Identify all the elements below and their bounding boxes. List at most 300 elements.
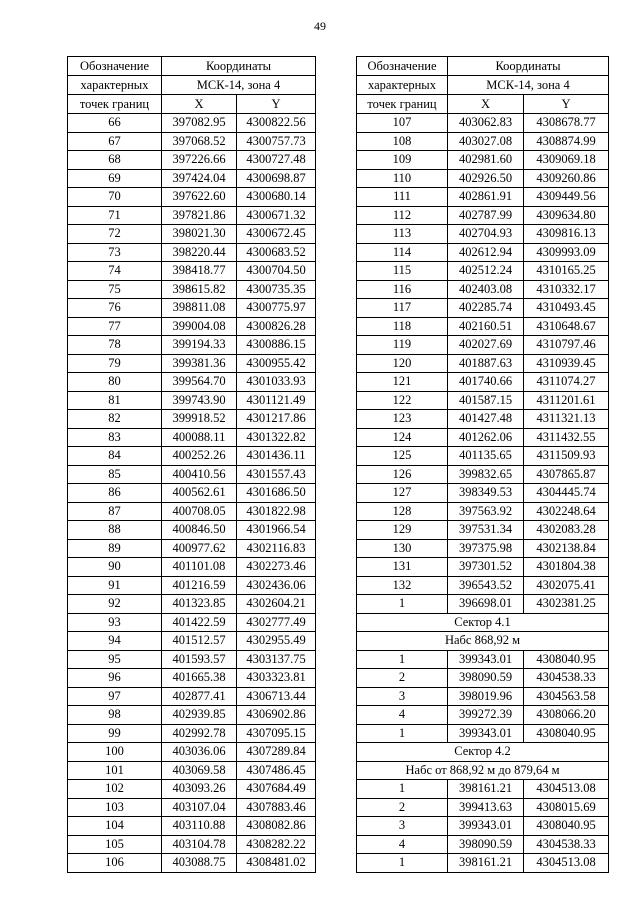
- point-id: 91: [68, 576, 162, 595]
- y-value: 4304538.33: [524, 835, 609, 854]
- x-value: 397531.34: [448, 521, 524, 540]
- y-value: 4300698.87: [237, 169, 316, 188]
- header-coordinates: Координаты: [162, 57, 316, 76]
- x-value: 399004.08: [162, 317, 237, 336]
- table-row: [68, 114, 316, 133]
- table-row: [357, 336, 609, 355]
- table-row: [357, 724, 609, 743]
- table-row: [357, 539, 609, 558]
- header-x: X: [162, 95, 237, 114]
- point-id: 3: [357, 817, 448, 836]
- table-row: [68, 521, 316, 540]
- y-value: 4301804.38: [524, 558, 609, 577]
- point-id: 79: [68, 354, 162, 373]
- header-designation: точек границ: [68, 95, 162, 114]
- x-value: 399918.52: [162, 410, 237, 429]
- point-id: 104: [68, 817, 162, 836]
- header-y: Y: [237, 95, 316, 114]
- y-value: 4300680.14: [237, 188, 316, 207]
- x-value: 401740.66: [448, 373, 524, 392]
- x-value: 401262.06: [448, 428, 524, 447]
- table-row: [68, 447, 316, 466]
- sector-title: Сектор 4.2: [357, 743, 609, 762]
- y-value: 4308282.22: [237, 835, 316, 854]
- point-id: 124: [357, 428, 448, 447]
- table-row: [68, 373, 316, 392]
- x-value: 397068.52: [162, 132, 237, 151]
- y-value: 4304563.58: [524, 687, 609, 706]
- table-row: [68, 576, 316, 595]
- x-value: 402861.91: [448, 188, 524, 207]
- x-value: 402981.60: [448, 151, 524, 170]
- point-id: 96: [68, 669, 162, 688]
- y-value: 4300735.35: [237, 280, 316, 299]
- point-id: 106: [68, 854, 162, 873]
- point-id: 100: [68, 743, 162, 762]
- table-row: [357, 835, 609, 854]
- y-value: 4310493.45: [524, 299, 609, 318]
- table-row: [68, 817, 316, 836]
- table-row: [357, 447, 609, 466]
- point-id: 1: [357, 650, 448, 669]
- x-value: 399343.01: [448, 724, 524, 743]
- y-value: 4301557.43: [237, 465, 316, 484]
- table-row: [68, 410, 316, 429]
- y-value: 4300672.45: [237, 225, 316, 244]
- point-id: 88: [68, 521, 162, 540]
- y-value: 4300886.15: [237, 336, 316, 355]
- point-id: 122: [357, 391, 448, 410]
- x-value: 401587.15: [448, 391, 524, 410]
- point-id: 132: [357, 576, 448, 595]
- x-value: 396543.52: [448, 576, 524, 595]
- x-value: 397082.95: [162, 114, 237, 133]
- x-value: 402704.93: [448, 225, 524, 244]
- y-value: 4301966.54: [237, 521, 316, 540]
- point-id: 97: [68, 687, 162, 706]
- point-id: 114: [357, 243, 448, 262]
- point-id: 71: [68, 206, 162, 225]
- table-row: [68, 502, 316, 521]
- table-row: [357, 243, 609, 262]
- x-value: 401427.48: [448, 410, 524, 429]
- x-value: 398811.08: [162, 299, 237, 318]
- y-value: 4307486.45: [237, 761, 316, 780]
- x-value: 398161.21: [448, 854, 524, 873]
- point-id: 101: [68, 761, 162, 780]
- table-row: [68, 706, 316, 725]
- table-row: [68, 669, 316, 688]
- table-row: [68, 539, 316, 558]
- header-designation: характерных: [68, 76, 162, 95]
- point-id: 118: [357, 317, 448, 336]
- point-id: 69: [68, 169, 162, 188]
- point-id: 130: [357, 539, 448, 558]
- point-id: 81: [68, 391, 162, 410]
- x-value: 398418.77: [162, 262, 237, 281]
- y-value: 4300671.32: [237, 206, 316, 225]
- y-value: 4308678.77: [524, 114, 609, 133]
- y-value: 4306713.44: [237, 687, 316, 706]
- point-id: 94: [68, 632, 162, 651]
- point-id: 131: [357, 558, 448, 577]
- point-id: 89: [68, 539, 162, 558]
- point-id: 87: [68, 502, 162, 521]
- x-value: 401887.63: [448, 354, 524, 373]
- point-id: 83: [68, 428, 162, 447]
- point-id: 112: [357, 206, 448, 225]
- table-row: [357, 521, 609, 540]
- table-row: [357, 595, 609, 614]
- x-value: 402939.85: [162, 706, 237, 725]
- table-row: [68, 225, 316, 244]
- table-row: [68, 724, 316, 743]
- table-row: [357, 132, 609, 151]
- y-value: 4309816.13: [524, 225, 609, 244]
- x-value: 399743.90: [162, 391, 237, 410]
- y-value: 4301121.49: [237, 391, 316, 410]
- table-row: [357, 410, 609, 429]
- table-row: [357, 262, 609, 281]
- x-value: 402285.74: [448, 299, 524, 318]
- x-value: 399272.39: [448, 706, 524, 725]
- sector-row: [357, 632, 609, 651]
- x-value: 399381.36: [162, 354, 237, 373]
- x-value: 403104.78: [162, 835, 237, 854]
- point-id: 113: [357, 225, 448, 244]
- point-id: 4: [357, 835, 448, 854]
- y-value: 4311074.27: [524, 373, 609, 392]
- y-value: 4307684.49: [237, 780, 316, 799]
- point-id: 73: [68, 243, 162, 262]
- x-value: 398220.44: [162, 243, 237, 262]
- y-value: 4303323.81: [237, 669, 316, 688]
- y-value: 4310648.67: [524, 317, 609, 336]
- point-id: 76: [68, 299, 162, 318]
- table-row: [357, 151, 609, 170]
- table-row: [68, 132, 316, 151]
- y-value: 4300775.97: [237, 299, 316, 318]
- table-row: [68, 262, 316, 281]
- table-row: [68, 428, 316, 447]
- point-id: 108: [357, 132, 448, 151]
- point-id: 84: [68, 447, 162, 466]
- y-value: 4308481.02: [237, 854, 316, 873]
- y-value: 4300955.42: [237, 354, 316, 373]
- y-value: 4300704.50: [237, 262, 316, 281]
- x-value: 397301.52: [448, 558, 524, 577]
- x-value: 401216.59: [162, 576, 237, 595]
- table-row: [68, 317, 316, 336]
- y-value: 4303137.75: [237, 650, 316, 669]
- x-value: 400977.62: [162, 539, 237, 558]
- y-value: 4300683.52: [237, 243, 316, 262]
- x-value: 403110.88: [162, 817, 237, 836]
- x-value: 401593.57: [162, 650, 237, 669]
- point-id: 126: [357, 465, 448, 484]
- x-value: 400708.05: [162, 502, 237, 521]
- point-id: 67: [68, 132, 162, 151]
- x-value: 402512.24: [448, 262, 524, 281]
- coordinates-table-right: [356, 56, 609, 873]
- x-value: 399832.65: [448, 465, 524, 484]
- x-value: 398019.96: [448, 687, 524, 706]
- y-value: 4301217.86: [237, 410, 316, 429]
- x-value: 397375.98: [448, 539, 524, 558]
- table-row: [357, 650, 609, 669]
- table-row: [68, 687, 316, 706]
- y-value: 4302955.49: [237, 632, 316, 651]
- x-value: 402403.08: [448, 280, 524, 299]
- table-row: [68, 780, 316, 799]
- y-value: 4301322.82: [237, 428, 316, 447]
- coordinates-table-left: [67, 56, 316, 873]
- x-value: 403069.58: [162, 761, 237, 780]
- y-value: 4302273.46: [237, 558, 316, 577]
- table-row: [357, 114, 609, 133]
- table-row: [357, 465, 609, 484]
- y-value: 4302604.21: [237, 595, 316, 614]
- sector-subtitle: Набс от 868,92 м до 879,64 м: [357, 761, 609, 780]
- point-id: 99: [68, 724, 162, 743]
- x-value: 400846.50: [162, 521, 237, 540]
- y-value: 4309449.56: [524, 188, 609, 207]
- sector-row: [357, 761, 609, 780]
- table-row: [68, 595, 316, 614]
- point-id: 128: [357, 502, 448, 521]
- sector-row: [357, 743, 609, 762]
- y-value: 4302075.41: [524, 576, 609, 595]
- sector-row: [357, 613, 609, 632]
- x-value: 402027.69: [448, 336, 524, 355]
- point-id: 4: [357, 706, 448, 725]
- sector-subtitle: Набс 868,92 м: [357, 632, 609, 651]
- y-value: 4304538.33: [524, 669, 609, 688]
- table-row: [357, 317, 609, 336]
- x-value: 403036.06: [162, 743, 237, 762]
- y-value: 4302083.28: [524, 521, 609, 540]
- table-row: [68, 465, 316, 484]
- x-value: 401135.65: [448, 447, 524, 466]
- point-id: 86: [68, 484, 162, 503]
- table-row: [357, 169, 609, 188]
- y-value: 4311432.55: [524, 428, 609, 447]
- point-id: 3: [357, 687, 448, 706]
- table-row: [68, 299, 316, 318]
- table-row: [357, 502, 609, 521]
- y-value: 4301033.93: [237, 373, 316, 392]
- y-value: 4302777.49: [237, 613, 316, 632]
- y-value: 4309634.80: [524, 206, 609, 225]
- y-value: 4309993.09: [524, 243, 609, 262]
- point-id: 78: [68, 336, 162, 355]
- point-id: 77: [68, 317, 162, 336]
- x-value: 402787.99: [448, 206, 524, 225]
- y-value: 4308082.86: [237, 817, 316, 836]
- x-value: 401422.59: [162, 613, 237, 632]
- x-value: 401512.57: [162, 632, 237, 651]
- y-value: 4310797.46: [524, 336, 609, 355]
- sector-title: Сектор 4.1: [357, 613, 609, 632]
- table-row: [68, 761, 316, 780]
- point-id: 107: [357, 114, 448, 133]
- point-id: 102: [68, 780, 162, 799]
- header-crs: МСК-14, зона 4: [448, 76, 609, 95]
- header-y: Y: [524, 95, 609, 114]
- table-row: [68, 243, 316, 262]
- table-row: [357, 299, 609, 318]
- x-value: 399194.33: [162, 336, 237, 355]
- table-row: [68, 632, 316, 651]
- point-id: 74: [68, 262, 162, 281]
- point-id: 72: [68, 225, 162, 244]
- point-id: 1: [357, 595, 448, 614]
- table-row: [68, 484, 316, 503]
- table-row: [357, 280, 609, 299]
- y-value: 4307289.84: [237, 743, 316, 762]
- point-id: 121: [357, 373, 448, 392]
- y-value: 4307095.15: [237, 724, 316, 743]
- header-designation: точек границ: [357, 95, 448, 114]
- x-value: 400410.56: [162, 465, 237, 484]
- point-id: 1: [357, 724, 448, 743]
- x-value: 402612.94: [448, 243, 524, 262]
- y-value: 4301436.11: [237, 447, 316, 466]
- x-value: 398090.59: [448, 669, 524, 688]
- y-value: 4309069.18: [524, 151, 609, 170]
- y-value: 4304513.08: [524, 780, 609, 799]
- table-row: [68, 391, 316, 410]
- x-value: 401665.38: [162, 669, 237, 688]
- y-value: 4302138.84: [524, 539, 609, 558]
- x-value: 403027.08: [448, 132, 524, 151]
- y-value: 4308040.95: [524, 817, 609, 836]
- table-row: [357, 817, 609, 836]
- x-value: 400252.26: [162, 447, 237, 466]
- table-row: [68, 613, 316, 632]
- table-row: [357, 428, 609, 447]
- table-row: [357, 558, 609, 577]
- point-id: 110: [357, 169, 448, 188]
- x-value: 402877.41: [162, 687, 237, 706]
- table-row: [357, 706, 609, 725]
- point-id: 85: [68, 465, 162, 484]
- point-id: 70: [68, 188, 162, 207]
- table-row: [357, 354, 609, 373]
- y-value: 4309260.86: [524, 169, 609, 188]
- table-row: [68, 854, 316, 873]
- table-row: [68, 188, 316, 207]
- y-value: 4301822.98: [237, 502, 316, 521]
- table-row: [357, 188, 609, 207]
- table-row: [68, 743, 316, 762]
- x-value: 400088.11: [162, 428, 237, 447]
- y-value: 4302381.25: [524, 595, 609, 614]
- table-row: [357, 780, 609, 799]
- x-value: 397424.04: [162, 169, 237, 188]
- header-coordinates: Координаты: [448, 57, 609, 76]
- y-value: 4300826.28: [237, 317, 316, 336]
- header-designation: Обозначение: [68, 57, 162, 76]
- x-value: 401101.08: [162, 558, 237, 577]
- x-value: 399564.70: [162, 373, 237, 392]
- point-id: 116: [357, 280, 448, 299]
- y-value: 4310165.25: [524, 262, 609, 281]
- point-id: 115: [357, 262, 448, 281]
- table-row: [357, 687, 609, 706]
- y-value: 4308040.95: [524, 650, 609, 669]
- point-id: 95: [68, 650, 162, 669]
- point-id: 66: [68, 114, 162, 133]
- point-id: 2: [357, 798, 448, 817]
- y-value: 4302436.06: [237, 576, 316, 595]
- page-number: 49: [314, 19, 326, 33]
- point-id: 123: [357, 410, 448, 429]
- y-value: 4300727.48: [237, 151, 316, 170]
- y-value: 4311201.61: [524, 391, 609, 410]
- x-value: 397563.92: [448, 502, 524, 521]
- y-value: 4311509.93: [524, 447, 609, 466]
- header-designation: характерных: [357, 76, 448, 95]
- point-id: 111: [357, 188, 448, 207]
- point-id: 117: [357, 299, 448, 318]
- y-value: 4307865.87: [524, 465, 609, 484]
- table-row: [68, 354, 316, 373]
- point-id: 82: [68, 410, 162, 429]
- table-row: [357, 854, 609, 873]
- point-id: 1: [357, 854, 448, 873]
- y-value: 4308066.20: [524, 706, 609, 725]
- y-value: 4310332.17: [524, 280, 609, 299]
- point-id: 109: [357, 151, 448, 170]
- x-value: 403088.75: [162, 854, 237, 873]
- point-id: 103: [68, 798, 162, 817]
- table-row: [68, 336, 316, 355]
- table-row: [357, 225, 609, 244]
- point-id: 2: [357, 669, 448, 688]
- x-value: 399343.01: [448, 650, 524, 669]
- point-id: 127: [357, 484, 448, 503]
- point-id: 92: [68, 595, 162, 614]
- table-row: [357, 206, 609, 225]
- y-value: 4308015.69: [524, 798, 609, 817]
- y-value: 4302116.83: [237, 539, 316, 558]
- table-row: [357, 373, 609, 392]
- y-value: 4304445.74: [524, 484, 609, 503]
- x-value: 399413.63: [448, 798, 524, 817]
- table-row: [68, 280, 316, 299]
- x-value: 398615.82: [162, 280, 237, 299]
- y-value: 4307883.46: [237, 798, 316, 817]
- point-id: 75: [68, 280, 162, 299]
- header-crs: МСК-14, зона 4: [162, 76, 316, 95]
- x-value: 402160.51: [448, 317, 524, 336]
- table-row: [68, 558, 316, 577]
- y-value: 4308040.95: [524, 724, 609, 743]
- x-value: 397226.66: [162, 151, 237, 170]
- table-row: [357, 391, 609, 410]
- table-row: [357, 798, 609, 817]
- x-value: 397821.86: [162, 206, 237, 225]
- x-value: 398021.30: [162, 225, 237, 244]
- y-value: 4304513.08: [524, 854, 609, 873]
- table-row: [68, 169, 316, 188]
- point-id: 1: [357, 780, 448, 799]
- table-row: [68, 151, 316, 170]
- x-value: 403062.83: [448, 114, 524, 133]
- y-value: 4301686.50: [237, 484, 316, 503]
- y-value: 4308874.99: [524, 132, 609, 151]
